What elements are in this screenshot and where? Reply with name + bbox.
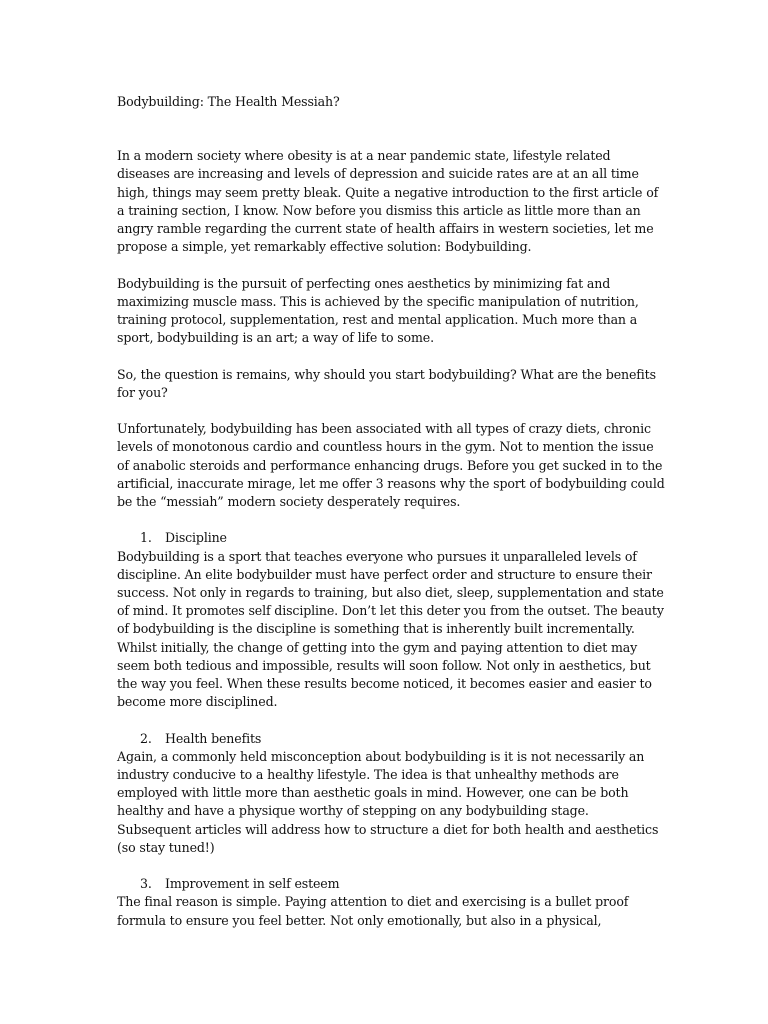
section-number: 3. <box>140 876 152 892</box>
section-self-esteem <box>117 875 665 930</box>
definition-paragraph: Bodybuilding is the pursuit of perfecting ones aesthetics by minimizing fat and maximizing muscle mass. This is achieved by the specific manipulation of nutrition, training protocol, supplementation, rest and mental application. Much more than a sport, bodybuilding is an art; a way of life to some. <box>117 275 639 346</box>
section-body: Bodybuilding is a sport that teaches everyone who pursues it unparalleled levels of discipline. An elite bodybuilder must have perfect order and structure to ensure their success. Not only in regards to training, but also diet, sleep, supplementation and state of mind. It promotes self discipline. Don’t let this deter you from the outset. The beauty of bodybuilding is the discipline is something that is inherently built incrementally. Whilst initially, the change of getting into the gym and paying attention to diet may seem both tedious and impossible, results will soon follow. Not only in aesthetics, but the way you feel. When these results become noticed, it becomes easier and easier to become more disciplined. <box>117 548 664 710</box>
reasons-intro-paragraph: Unfortunately, bodybuilding has been associated with all types of crazy diets, chronic levels of monotonous cardio and countless hours in the gym. Not to mention the issue of anabolic steroids and performance enhancing drugs. Before you get sucked in to the artificial, inaccurate mirage, let me offer 3 reasons why the sport of bodybuilding could be the “messiah” modern society desperately requires. <box>117 421 665 510</box>
document-title: Bodybuilding: The Health Messiah? <box>117 94 340 109</box>
section-heading <box>117 730 665 748</box>
section-heading-text: Improvement in self esteem <box>165 876 340 892</box>
section-health-benefits <box>117 730 665 857</box>
section-number: 2. <box>140 730 152 746</box>
section-discipline <box>117 529 665 711</box>
section-heading-text: Health benefits <box>165 730 262 746</box>
section-heading <box>117 875 665 893</box>
section-heading <box>117 529 665 547</box>
section-number: 1. <box>140 530 152 546</box>
section-body: Again, a commonly held misconception about bodybuilding is it is not necessarily an industry conducive to a healthy lifestyle. The idea is that unhealthy methods are employed with little more than aesthetic goals in mind. However, one can be both healthy and have a physique worthy of stepping on any bodybuilding stage. Subsequent articles will address how to structure a diet for both health and aesthetics (so stay tuned!) <box>117 748 659 855</box>
intro-paragraph: In a modern society where obesity is at a near pandemic state, lifestyle related diseases are increasing and levels of depression and suicide rates are at an all time high, things may seem pretty bleak. Quite a negative introduction to the first article of a training section, I know. Now before you dismiss this article as little more than an angry ramble regarding the current state of health affairs in western societies, let me propose a simple, yet remarkably effective solution: Bodybuilding. <box>117 148 659 255</box>
document-page <box>117 93 665 948</box>
section-body: The final reason is simple. Paying attention to diet and exercising is a bullet proof formula to ensure you feel better. Not only emotionally, but also in a physical, <box>117 894 629 928</box>
section-heading-text: Discipline <box>165 530 227 546</box>
title-spacer <box>117 111 665 147</box>
question-paragraph: So, the question is remains, why should you start bodybuilding? What are the benefits for you? <box>117 366 656 400</box>
